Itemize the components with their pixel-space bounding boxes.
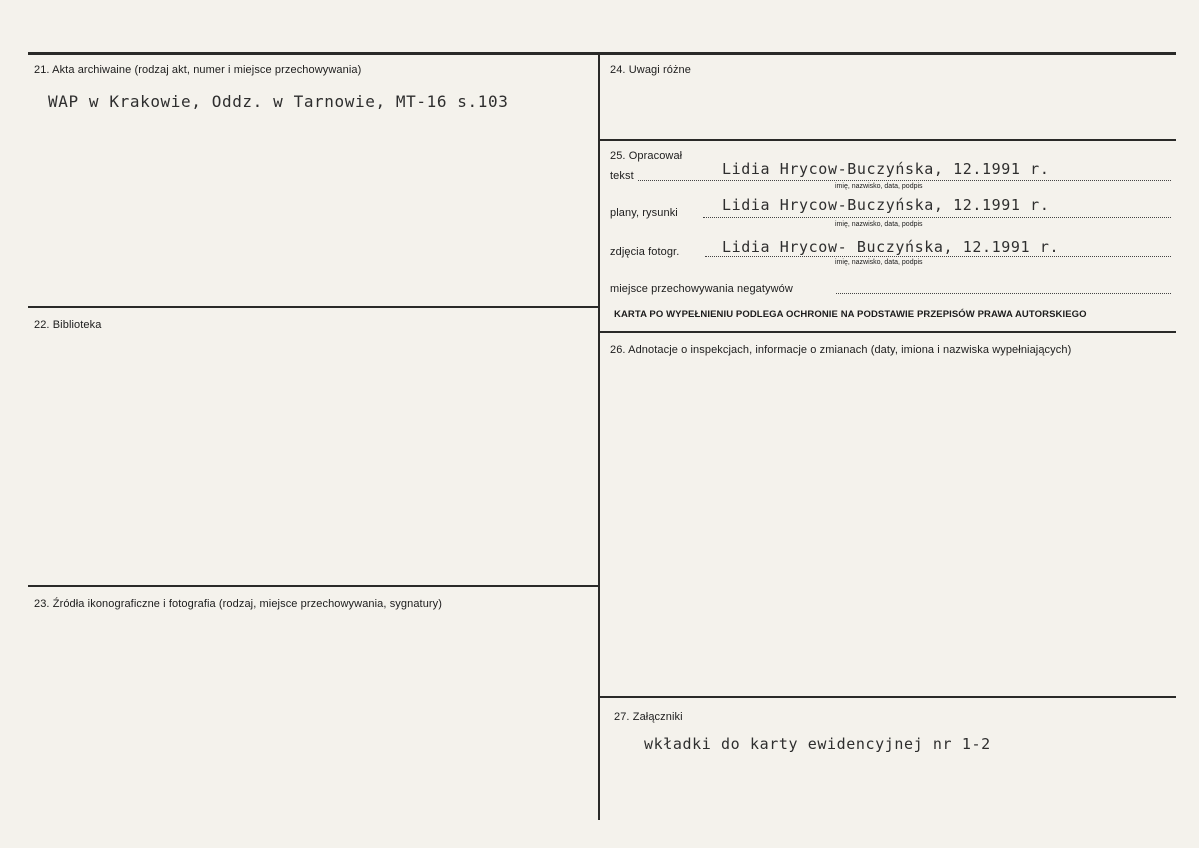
text-author-caption: imię, nazwisko, data, podpis [835,183,923,190]
section-27-label: 27. Załączniki [614,711,683,723]
section-23-label: 23. Źródła ikonograficzne i fotografia (rodzaj, miejsce przechowywania, sygnatury) [34,598,443,610]
plans-author-caption: imię, nazwisko, data, podpis [835,221,923,228]
divider-26-27 [599,696,1176,698]
section-22-label: 22. Biblioteka [34,319,102,331]
plans-author-line [703,217,1171,218]
photos-author-label: zdjęcia fotogr. [610,246,680,258]
text-author-line [638,180,1171,181]
divider-24-25 [599,139,1176,141]
text-author-label: tekst [610,170,634,182]
section-24-label: 24. Uwagi różne [610,64,691,76]
center-vertical-divider [598,54,600,820]
section-26-label: 26. Adnotacje o inspekcjach, informacje o zmianach (daty, imiona i nazwiska wypełniających) [610,344,1072,356]
top-rule [28,52,1176,55]
divider-22-23 [28,585,599,587]
section-21-label: 21. Akta archiwaine (rodzaj akt, numer i miejsce przechowywania) [34,64,362,76]
photos-author-value: Lidia Hrycow- Buczyńska, 12.1991 r. [722,238,1060,256]
negatives-location-line [836,293,1171,294]
photos-author-line [705,256,1171,257]
section-21-value: WAP w Krakowie, Oddz. w Tarnowie, MT-16 s.103 [48,92,509,111]
text-author-value: Lidia Hrycow-Buczyńska, 12.1991 r. [722,160,1050,178]
section-27-value: wkładki do karty ewidencyjnej nr 1-2 [644,735,991,753]
photos-author-caption: imię, nazwisko, data, podpis [835,259,923,266]
copyright-notice: KARTA PO WYPEŁNIENIU PODLEGA OCHRONIE NA PODSTAWIE PRZEPISÓW PRAWA AUTORSKIEGO [614,309,1087,320]
divider-25-26 [599,331,1176,333]
plans-author-value: Lidia Hrycow-Buczyńska, 12.1991 r. [722,196,1050,214]
plans-author-label: plany, rysunki [610,207,678,219]
divider-21-22 [28,306,599,308]
negatives-location-label: miejsce przechowywania negatywów [610,283,793,295]
section-25-label: 25. Opracował [610,150,683,162]
